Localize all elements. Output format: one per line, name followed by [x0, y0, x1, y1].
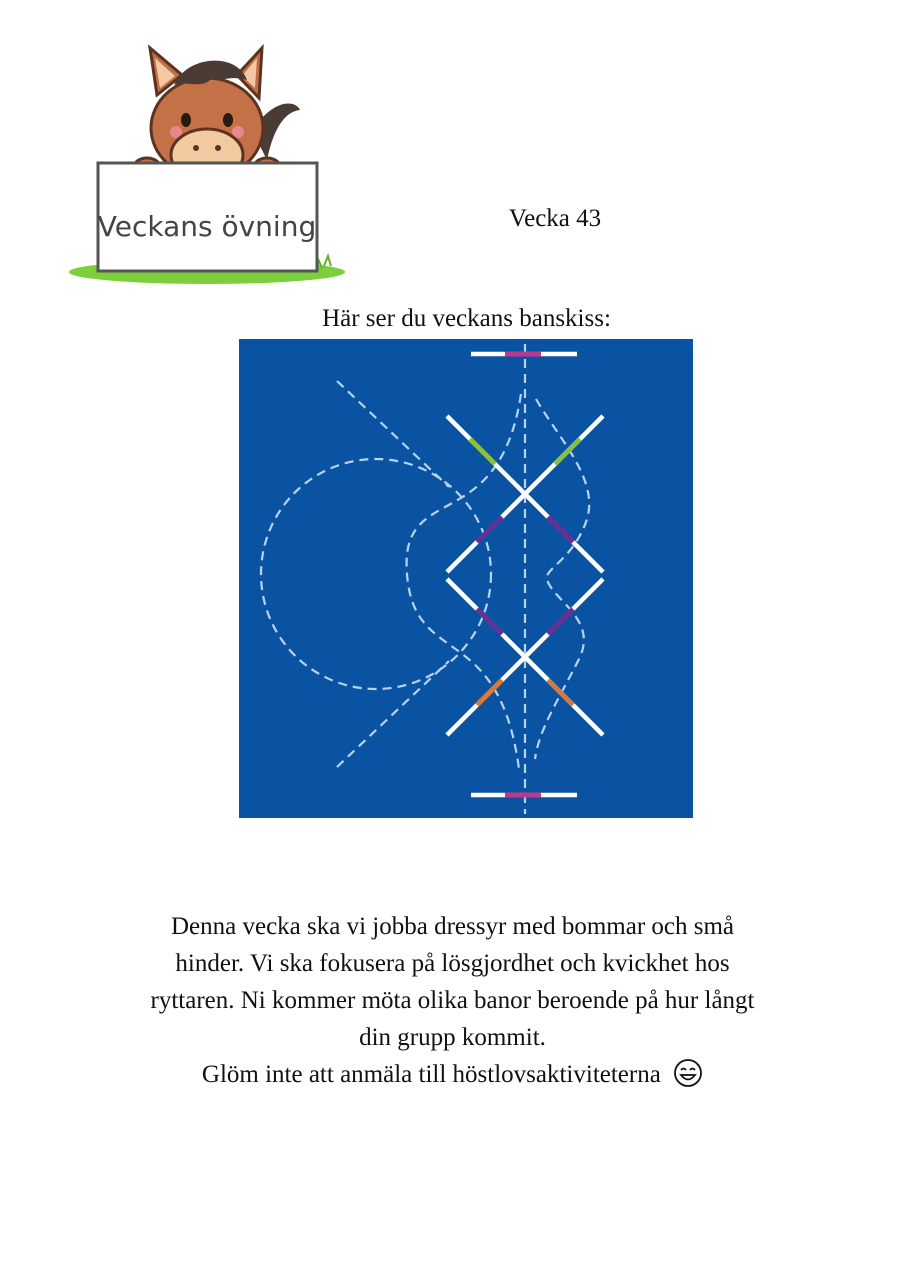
description: [110, 908, 795, 1056]
description-line: Denna vecka ska vi jobba dressyr med bommar och små: [170, 913, 735, 940]
week-label: Vecka 43: [508, 205, 602, 232]
description-line: din grupp kommit.: [359, 1024, 546, 1051]
course-sketch: [239, 339, 693, 818]
reminder-label: Glöm inte att anmäla till höstlovsaktiviteterna: [201, 1061, 661, 1088]
sketch-background: [239, 339, 693, 818]
reminder-text: [110, 1058, 795, 1089]
horse-sign-logo: [62, 40, 352, 290]
sign-text: Veckans övning: [97, 210, 317, 243]
smiling-face-icon: [673, 1058, 703, 1088]
description-line: hinder. Vi ska fokusera på lösgjordhet och kvickhet hos: [175, 950, 730, 977]
description-line: ryttaren. Ni kommer möta olika banor beroende på hur långt: [150, 987, 755, 1014]
intro-text: Här ser du veckans banskiss:: [322, 305, 611, 332]
